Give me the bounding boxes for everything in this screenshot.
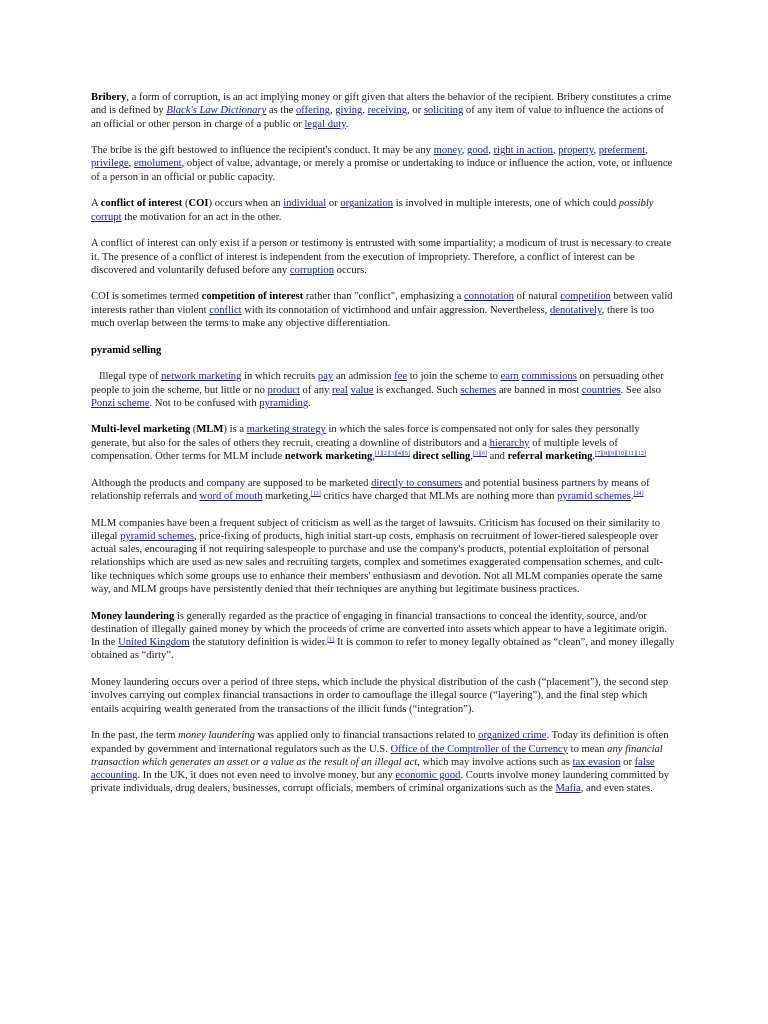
text-run: is exchanged. Such (373, 384, 461, 396)
text-run: , price-fixing of products, high initial start-up costs, emphasis on recruitment of lower-tiered salespeople over actual sales, encouraging if not requiring salespeople to purchase and use the company's products, potential exploitation of personal relationships which are used as new sales and recruiting targets, complex and sometimes exaggerated compensation schemes, and cult-like techniques which some groups use to enhance their members' enthusiasm and devotion. Not all MLM companies operate the same way, and MLM groups have persistently denied that their techniques are anything but legitimate business practices. (91, 530, 663, 595)
hyperlink[interactable]: preferment (598, 145, 646, 157)
text-run: critics have charged that MLMs are nothing more than (320, 490, 558, 502)
text-run: occurs. (334, 264, 367, 276)
paragraph-8 (91, 423, 676, 463)
text-run: ) is a (223, 424, 247, 436)
bold-term: direct selling (412, 451, 471, 463)
bold-term: competition of interest (201, 291, 304, 303)
hyperlink[interactable]: economic good (395, 770, 461, 782)
paragraph-5 (91, 290, 676, 330)
text-run: ) occurs when an (208, 198, 284, 210)
hyperlink[interactable]: property (558, 145, 594, 157)
text-run: in which the sales force is compensated not only for sales they personally generate, but also for the sales of others they recruit, creating a downline of distributors and a (91, 424, 640, 449)
paragraph-spacer (91, 596, 676, 609)
bold-term: Bribery (91, 92, 127, 103)
paragraph-spacer (91, 277, 676, 290)
italic-text: any financial transaction which generates an asset or a value as the result of an illegal act (91, 743, 663, 768)
hyperlink[interactable]: organization (340, 198, 394, 210)
hyperlink[interactable]: conflict (209, 304, 242, 316)
hyperlink[interactable]: hierarchy (489, 437, 530, 449)
text-run: . (308, 397, 311, 409)
hyperlink[interactable]: schemes (460, 384, 497, 396)
hyperlink[interactable]: countries (581, 384, 621, 396)
hyperlink[interactable]: organized crime (478, 730, 547, 742)
hyperlink[interactable]: pay (317, 371, 334, 383)
text-run: . Today its definition is often expanded by government and international regulators such as the U.S. (91, 730, 669, 755)
citation-link[interactable]: [1] (327, 637, 335, 644)
paragraph-spacer (91, 131, 676, 144)
citation-link[interactable]: [13] (310, 490, 321, 497)
text-run: with its connotation of victimhood and unfair aggression. Nevertheless, (241, 304, 550, 316)
text-run: , (461, 145, 468, 157)
bold-term: conflict of interest (100, 198, 183, 210)
text-run: . Courts involve money laundering committed by private individuals, drug dealers, businesses, corrupt officials, members of criminal organizations such as the (91, 770, 670, 795)
hyperlink[interactable]: money (433, 145, 462, 157)
text-run: of any item of value to influence the actions of an official or other person in charge of a public or (91, 105, 664, 130)
paragraph-spacer (91, 357, 676, 370)
text-run: , a form of corruption, is an act implying money or gift given that alters the behavior of the recipient. Bribery constitutes a crime and is defined by (91, 92, 672, 117)
bold-term: pyramid selling (91, 344, 162, 356)
paragraph-3 (91, 197, 676, 224)
text-run: and potential business partners by means of relationship referrals and (91, 477, 650, 502)
bold-term: Multi-level marketing (91, 424, 191, 436)
paragraph-spacer (91, 410, 676, 423)
text-run: MLM companies have been a frequent subject of criticism as well as the target of lawsuits. Criticism has focused on their similarity to illegal (91, 517, 661, 542)
paragraph-13 (91, 729, 676, 795)
paragraph-spacer (91, 663, 676, 676)
text-run: , (593, 145, 599, 157)
hyperlink[interactable]: pyramiding (259, 397, 309, 409)
hyperlink[interactable]: soliciting (423, 105, 464, 117)
hyperlink[interactable]: real (331, 384, 348, 396)
paragraph-6 (91, 344, 676, 357)
text-run: , (329, 105, 336, 117)
hyperlink[interactable]: privilege (91, 158, 129, 170)
text-run: ( (182, 198, 189, 210)
bold-term: Money laundering (91, 610, 175, 622)
paragraph-10 (91, 517, 676, 597)
citation-link[interactable]: [14] (633, 490, 644, 497)
text-run: A conflict of interest can only exist if a person or testimony is entrusted with some impartiality; a modicum of trust is necessary to create it. The presence of a conflict of interest is independent from the execution of impropriety. Therefore, a conflict of interest can be discovered and voluntarily defused before any (91, 238, 672, 276)
paragraph-spacer (91, 184, 676, 197)
paragraph-spacer (91, 716, 676, 729)
hyperlink[interactable]: competition (560, 291, 611, 303)
citation-link[interactable]: [1][2][3][4][5] (374, 451, 410, 458)
text-run: The bribe is the gift bestowed to influence the recipient's conduct. It may be any (91, 145, 434, 157)
paragraph-9 (91, 477, 676, 504)
paragraph-12 (91, 676, 676, 716)
hyperlink[interactable]: word of mouth (199, 490, 263, 502)
text-run: , (488, 145, 494, 157)
text-run: in which recruits (241, 371, 318, 383)
text-run: on persuading other people to join the scheme, but little or no (91, 371, 664, 396)
text-run: was applied only to financial transactions related to (254, 730, 479, 742)
paragraph-1 (91, 91, 676, 131)
text-run: marketing, (262, 490, 311, 502)
paragraph-7 (91, 370, 676, 410)
hyperlink[interactable]: giving (335, 105, 363, 117)
hyperlink[interactable]: emolument (133, 158, 182, 170)
text-run: , (470, 451, 474, 463)
text-run: . Not to be confused with (149, 397, 260, 409)
paragraph-2 (91, 144, 676, 184)
text-run: as the (266, 105, 296, 117)
hyperlink[interactable]: value (350, 384, 374, 396)
text-run: . (592, 451, 596, 463)
paragraph-11 (91, 610, 676, 663)
citation-link[interactable]: [3][6] (473, 451, 488, 458)
text-run: is involved in multiple interests, one of which could (393, 198, 619, 210)
text-run: . (345, 118, 349, 130)
hyperlink[interactable]: offering (296, 105, 330, 117)
hyperlink[interactable]: commissions (521, 371, 577, 383)
paragraph-4 (91, 237, 676, 277)
hyperlink[interactable]: product (267, 384, 300, 396)
hyperlink[interactable]: receiving (367, 105, 408, 117)
hyperlink[interactable]: legal duty (304, 118, 346, 130)
paragraph-spacer (91, 503, 676, 516)
hyperlink[interactable]: fee (394, 371, 408, 383)
text-run: ( (190, 424, 197, 436)
text-run: . (630, 490, 634, 502)
hyperlink[interactable]: pyramid schemes (557, 490, 631, 502)
text-run: Illegal type of (99, 371, 162, 383)
text-run: , (372, 451, 375, 463)
text-run: or (326, 198, 341, 210)
text-run: . In the UK, it does not even need to involve money, but any (137, 770, 396, 782)
text-run: of any (299, 384, 332, 396)
hyperlink-italic[interactable]: Black's Law Dictionary (166, 105, 267, 117)
hyperlink[interactable]: network marketing (161, 371, 242, 383)
text-run: the statutory definition is wider. (189, 637, 328, 649)
text-run: , (645, 145, 648, 157)
text-run: , (552, 145, 559, 157)
bold-term: referral marketing (507, 451, 593, 463)
citation-link[interactable]: [7][8][9][10][11][12] (595, 451, 646, 458)
text-run: and (487, 451, 508, 463)
text-run: In the past, the term (91, 730, 179, 742)
italic-text: possibly (618, 198, 654, 210)
text-run: of natural (514, 291, 561, 303)
text-run: , there is too much overlap between the terms to make any objective differentiation. (91, 304, 655, 330)
hyperlink[interactable]: denotatively (549, 304, 602, 316)
hyperlink[interactable]: earn (500, 371, 519, 383)
text-run: is generally regarded as the practice of engaging in financial transactions to conceal the identity, source, and/or destination of illegally gained money by which the proceeds of crime are converted into assets which appear to have a legitimate origin. In the (91, 610, 667, 649)
hyperlink[interactable]: Office of the Comptroller of the Currency (390, 743, 568, 755)
text-run: . See also (620, 384, 661, 396)
text-run: an admission (333, 371, 395, 383)
hyperlink[interactable]: good (467, 145, 489, 157)
hyperlink[interactable]: United Kingdom (118, 637, 190, 649)
text-run: A (91, 198, 101, 210)
bold-term: COI (188, 198, 209, 210)
text-run: , which may involve actions such as (417, 756, 573, 768)
text-run: to join the scheme to (407, 371, 501, 383)
hyperlink[interactable]: false accounting (91, 756, 655, 782)
paragraph-spacer (91, 463, 676, 476)
hyperlink[interactable]: corruption (289, 264, 334, 276)
bold-term: MLM (196, 424, 224, 436)
text-run: between valid interests rather than violent (91, 291, 673, 316)
text-run: or (620, 756, 635, 768)
text-run: of multiple levels of compensation. Other terms for MLM include (91, 437, 618, 463)
text-run: rather than "conflict", emphasizing a (303, 291, 464, 303)
text-run: to mean (568, 743, 608, 755)
hyperlink[interactable]: pyramid schemes (120, 530, 194, 542)
text-run: , and even states. (580, 783, 653, 795)
text-run: , (362, 105, 368, 117)
hyperlink[interactable]: connotation (463, 291, 514, 303)
hyperlink[interactable]: marketing strategy (246, 424, 326, 436)
text-run: , or (407, 105, 424, 117)
text-run: are banned in most (496, 384, 582, 396)
hyperlink[interactable]: corrupt (91, 211, 122, 223)
paragraph-spacer (91, 330, 676, 343)
text-run: , (128, 158, 134, 170)
text-run: , object of value, advantage, or merely a promise or undertaking to induce or influence the action, vote, or influence of a person in an official or public capacity. (91, 158, 673, 183)
hyperlink[interactable]: directly to consumers (371, 477, 463, 489)
hyperlink[interactable]: right in action (493, 145, 553, 157)
hyperlink[interactable]: Ponzi scheme (91, 397, 150, 409)
text-run: the motivation for an act in the other. (121, 211, 282, 223)
bold-term: network marketing (284, 451, 373, 463)
document-body (91, 91, 676, 796)
hyperlink[interactable]: tax evasion (572, 756, 621, 768)
text-run: Although the products and company are supposed to be marketed (91, 477, 372, 489)
paragraph-spacer (91, 224, 676, 237)
text-run: COI is sometimes termed (91, 291, 202, 303)
hyperlink[interactable]: individual (283, 198, 327, 210)
text-run: Money laundering occurs over a period of three steps, which include the physical distribution of the cash (“placement”), the second step involves carrying out complex financial transactions in order to camouflage the illegal source (“layering”), and the final step which entails acquiring wealth generated from the transactions of the illicit funds (“integration”). (91, 677, 669, 715)
text-run: It is common to refer to money legally obtained as “clean”, and money illegally obtained as “dirty”. (91, 637, 675, 662)
hyperlink[interactable]: Mafia (555, 783, 581, 795)
italic-text: money laundering (178, 730, 255, 742)
